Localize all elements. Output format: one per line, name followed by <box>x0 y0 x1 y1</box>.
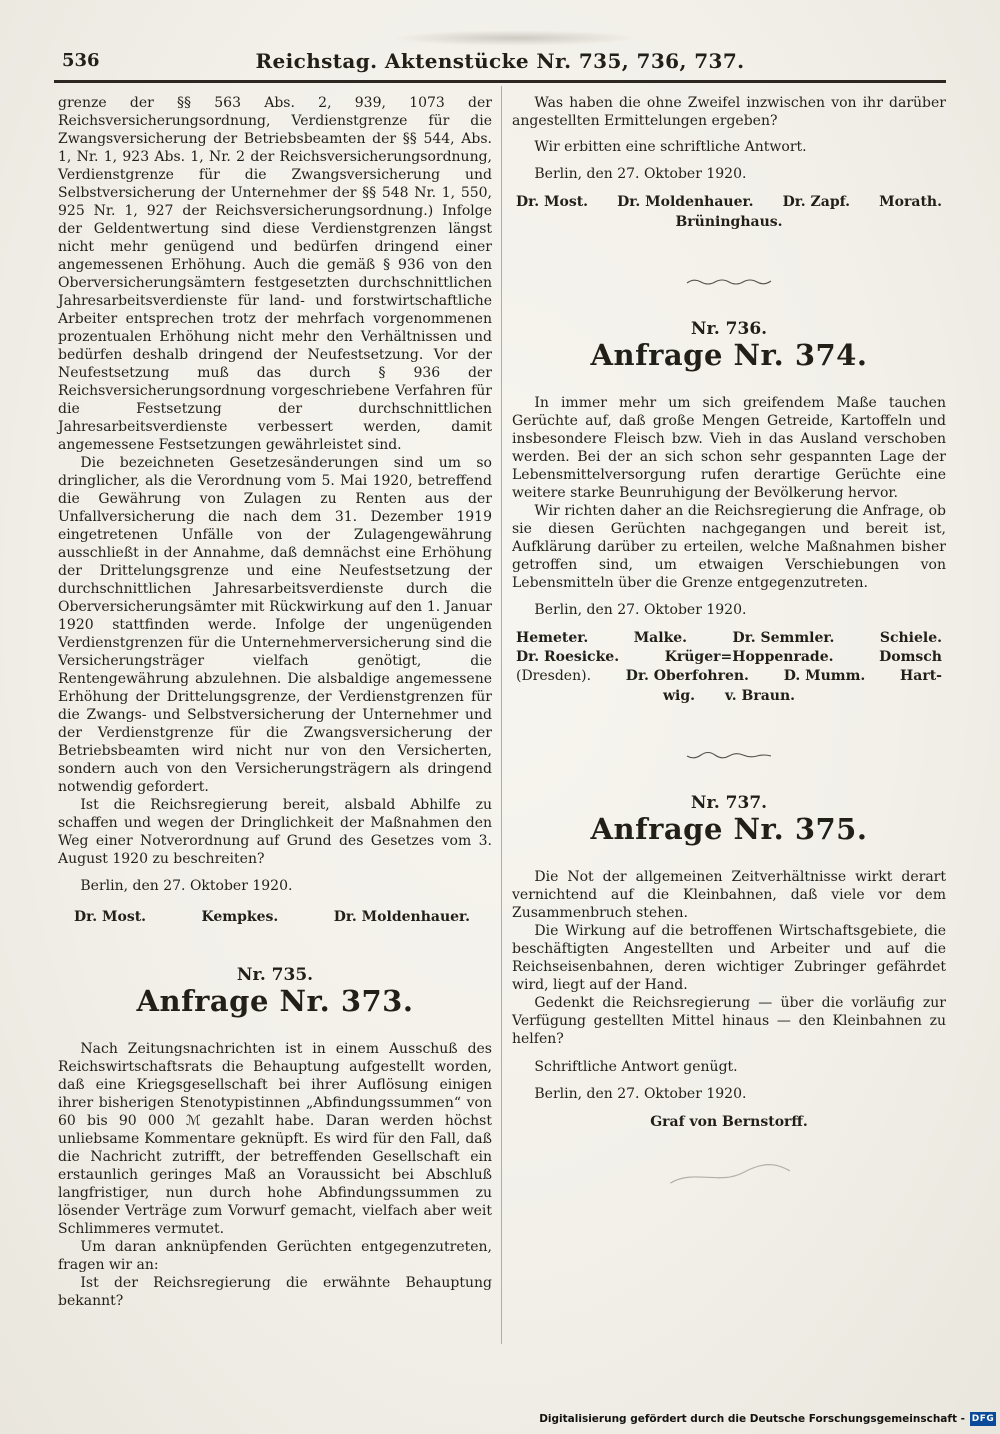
section-title-heading-375: Anfrage Nr. 375. <box>590 812 868 846</box>
signature-name: v. Braun. <box>725 688 796 704</box>
credit-text: Digitalisierung gefördert durch die Deutsche Forschungsgemeinschaft - <box>539 1413 965 1425</box>
signature-row <box>512 648 946 666</box>
signature-name: Dr. Oberfohren. <box>625 668 749 684</box>
text-columns <box>58 94 946 1310</box>
right-column <box>512 94 946 1310</box>
signature-name: Dr. Roesicke. <box>516 649 620 665</box>
signature-name: Domsch <box>879 649 942 665</box>
signature-name: (Dresden). <box>516 668 592 684</box>
signature-row <box>58 905 492 926</box>
dateline: Berlin, den 27. Oktober 1920. <box>534 1086 747 1102</box>
paragraph: Ist der Reichsregierung die erwähnte Behauptung bekannt? <box>58 1275 492 1309</box>
paragraph: In immer mehr um sich greifendem Maße tauchen Gerüchte auf, daß große Mengen Getreide, Kartoffeln und insbesondere Fleisch bzw. Vieh in das Ausland verschoben werden. Bei der an sich schon sehr gespannten Lage der Lebensmittelversorgung rufen derartige Gerüchte eine weitere starke Beunruhigung der Bevölkerung hervor. <box>512 395 946 501</box>
paragraph: Wir erbitten eine schriftliche Antwort. <box>534 139 807 155</box>
signature-name: D. Mumm. <box>783 668 866 684</box>
section-number-heading-736: Nr. 736. <box>690 319 768 339</box>
section-title-heading-373: Anfrage Nr. 373. <box>136 984 414 1018</box>
paragraph: Was haben die ohne Zweifel inzwischen von ihr darüber angestellten Ermittelungen ergeben? <box>512 95 946 129</box>
signature-name: Morath. <box>879 194 942 210</box>
section-divider-squiggle <box>512 277 946 286</box>
signature-block <box>512 629 946 705</box>
signature-name: Hemeter. <box>516 630 589 646</box>
paragraph-continuation: grenze der §§ 563 Abs. 2, 939, 1073 der Reichsversicherungsordnung, Verdienstgrenze für die Zwangsversicherung der Betriebsbeamten der §§ 544, Abs. 1, Nr. 1, 923 Abs. 1, Nr. 2 der Reichsversicherungsordnung, Verdienstgrenze für die Zwangsversicherung und Selbstversicherung der Unternehmer der §§ 548 Nr. 1, 550, 925 Nr. 1, 927 der Reichsversicherungsordnung.) Infolge der Geldentwertung sind diese Verdienstgrenzen längst nicht mehr genügend und bedürfen dringend einer angemessenen Erhöhung. Auch die gemäß § 936 von den Oberversicherungsämtern festgesetzten durchschnittlichen Jahresarbeitsverdienste für land- und forstwirtschaftliche Arbeiter entsprechen trotz der mehrfach vorgenommenen prozentualen Erhöhung nicht mehr den Verhältnissen und bedürfen deshalb dringend der Neufestsetzung. Vor der Neufestsetzung muß das durch § 936 der Reichsversicherungsordnung vorgeschriebene Verfahren für die Festsetzung der durchschnittlichen Jahresarbeitsverdienste verbessert werden, damit angemessene Festsetzungen gewährleistet sind. <box>58 95 492 453</box>
digitization-credit <box>539 1412 996 1426</box>
header-title: Reichstag. Aktenstücke Nr. 735, 736, 737. <box>255 49 745 73</box>
signature-name: Dr. Moldenhauer. <box>617 194 754 210</box>
signature-name: wig. <box>662 688 696 704</box>
signature-name: Dr. Zapf. <box>782 194 851 210</box>
paragraph: Die Not der allgemeinen Zeitverhältnisse wirkt derart vernichtend auf die Kleinbahnen, daß viele vor dem Zusammenbruch stehen. <box>512 869 946 921</box>
signature-name: Kempkes. <box>201 909 279 925</box>
dateline: Berlin, den 27. Oktober 1920. <box>534 166 747 182</box>
signature-name: Krüger=Hoppenrade. <box>664 649 834 665</box>
signature-name: Hart- <box>900 668 942 684</box>
signature-name: Dr. Moldenhauer. <box>333 909 470 925</box>
scan-artifact <box>390 30 640 46</box>
signature-name: Dr. Most. <box>74 909 147 925</box>
paragraph: Schriftliche Antwort genügt. <box>534 1059 738 1075</box>
paragraph: Wir richten daher an die Reichsregierung die Anfrage, ob sie diesen Gerüchten nachgegangen und bereit ist, Aufklärung darüber zu erteilen, welche Maßnahmen bisher getroffen sind, um etwaigen Verschiebungen von Lebensmitteln über die Grenze entgegenzutreten. <box>512 503 946 591</box>
paragraph: Die bezeichneten Gesetzesänderungen sind um so dringlicher, als die Verordnung vom 5. Mai 1920, betreffend die Gewährung von Zulagen zu Renten aus der Unfallversicherung die nach dem 31. Dezember 1919 eingetretenen Unfälle von der Zulagengewährung ausschließt in der Annahme, daß demnächst eine Erhöhung der Drittelungsgrenze und eine Neufestsetzung der durchschnittlichen Jahresarbeitsverdienste durch die Oberversicherungsämter mit Rückwirkung auf den 1. Januar 1920 stattfinden werde. Infolge der ungenügenden Verdienstgrenzen für die Unternehmerversicherung sind die Versicherungsträger vielfach genötigt, die Rentengewährung abzulehnen. Die alsbaldige angemessene Erhöhung der Drittelungsgrenze, der Verdienstgrenzen für die Zwangs- und Selbstversicherung der Unternehmer und der Verdienstgrenze für die Zwangsversicherung der Betriebsbeamten wird nicht nur von den Versicherten, sondern auch von den Versicherungsträgern als dringend notwendig gefordert. <box>58 455 492 795</box>
signature-row <box>512 629 946 647</box>
signature-name: Malke. <box>633 630 688 646</box>
section-number-heading-737: Nr. 737. <box>690 793 768 813</box>
signature-name: Brüninghaus. <box>675 214 783 230</box>
paragraph: Nach Zeitungsnachrichten ist in einem Ausschuß des Reichswirtschaftsrats die Behauptung aufgestellt worden, daß eine Kriegsgesellschaft bei ihrer Auflösung einigen ihrer bisherigen Stenotypistinnen „Abfindungssummen“ von 60 bis 90 000 ℳ gezahlt habe. Daran werden höchst unliebsame Kommentare geknüpft. Es wird für den Fall, daß die Nachricht zutrifft, der betreffenden Gesellschaft ein erstaunlich geringes Maß an Voraussicht bei Abschluß langfristiger, nun durch hohe Abfindungssummen zu lösender Verträge zum Vorwurf gemacht, vielfach aber weit Schlimmeres vermutet. <box>58 1041 492 1237</box>
signature-name: Graf von Bernstorff. <box>650 1114 808 1130</box>
section-number-heading-735: Nr. 735. <box>236 965 314 985</box>
dfg-logo: DFG <box>971 1414 995 1424</box>
paragraph: Um daran anknüpfenden Gerüchten entgegenzutreten, fragen wir an: <box>58 1239 492 1273</box>
section-divider-squiggle <box>512 751 946 760</box>
signature-name: Dr. Semmler. <box>732 630 835 646</box>
header-rule <box>54 80 946 83</box>
paragraph: Gedenkt die Reichsregierung — über die vorläufig zur Verfügung gestellten Mittel hinaus — den Kleinbahnen zu helfen? <box>512 995 946 1047</box>
signature-row <box>512 687 946 705</box>
signature-name: Schiele. <box>879 630 942 646</box>
signature-row <box>512 667 946 685</box>
signature-name: Dr. Most. <box>516 194 589 210</box>
page-number: 536 <box>62 50 100 71</box>
signature-row <box>512 193 946 211</box>
paragraph: Die Wirkung auf die betroffenen Wirtschaftsgebiete, die beschäftigten Angestellten und Arbeiter und auf die Reichseisenbahnen, deren wichtiger Zubringer gefährdet wird, liegt auf der Hand. <box>512 923 946 993</box>
section-title-heading-374: Anfrage Nr. 374. <box>590 338 868 372</box>
left-column <box>58 94 492 1310</box>
dateline: Berlin, den 27. Oktober 1920. <box>80 878 293 894</box>
paragraph: Ist die Reichsregierung bereit, alsbald Abhilfe zu schaffen und wegen der Dringlichkeit der Maßnahmen den Weg einer Notverordnung auf Grund des Gesetzes vom 3. August 1920 zu beschreiten? <box>58 797 492 867</box>
handwritten-mark <box>512 1154 946 1197</box>
dateline: Berlin, den 27. Oktober 1920. <box>534 602 747 618</box>
